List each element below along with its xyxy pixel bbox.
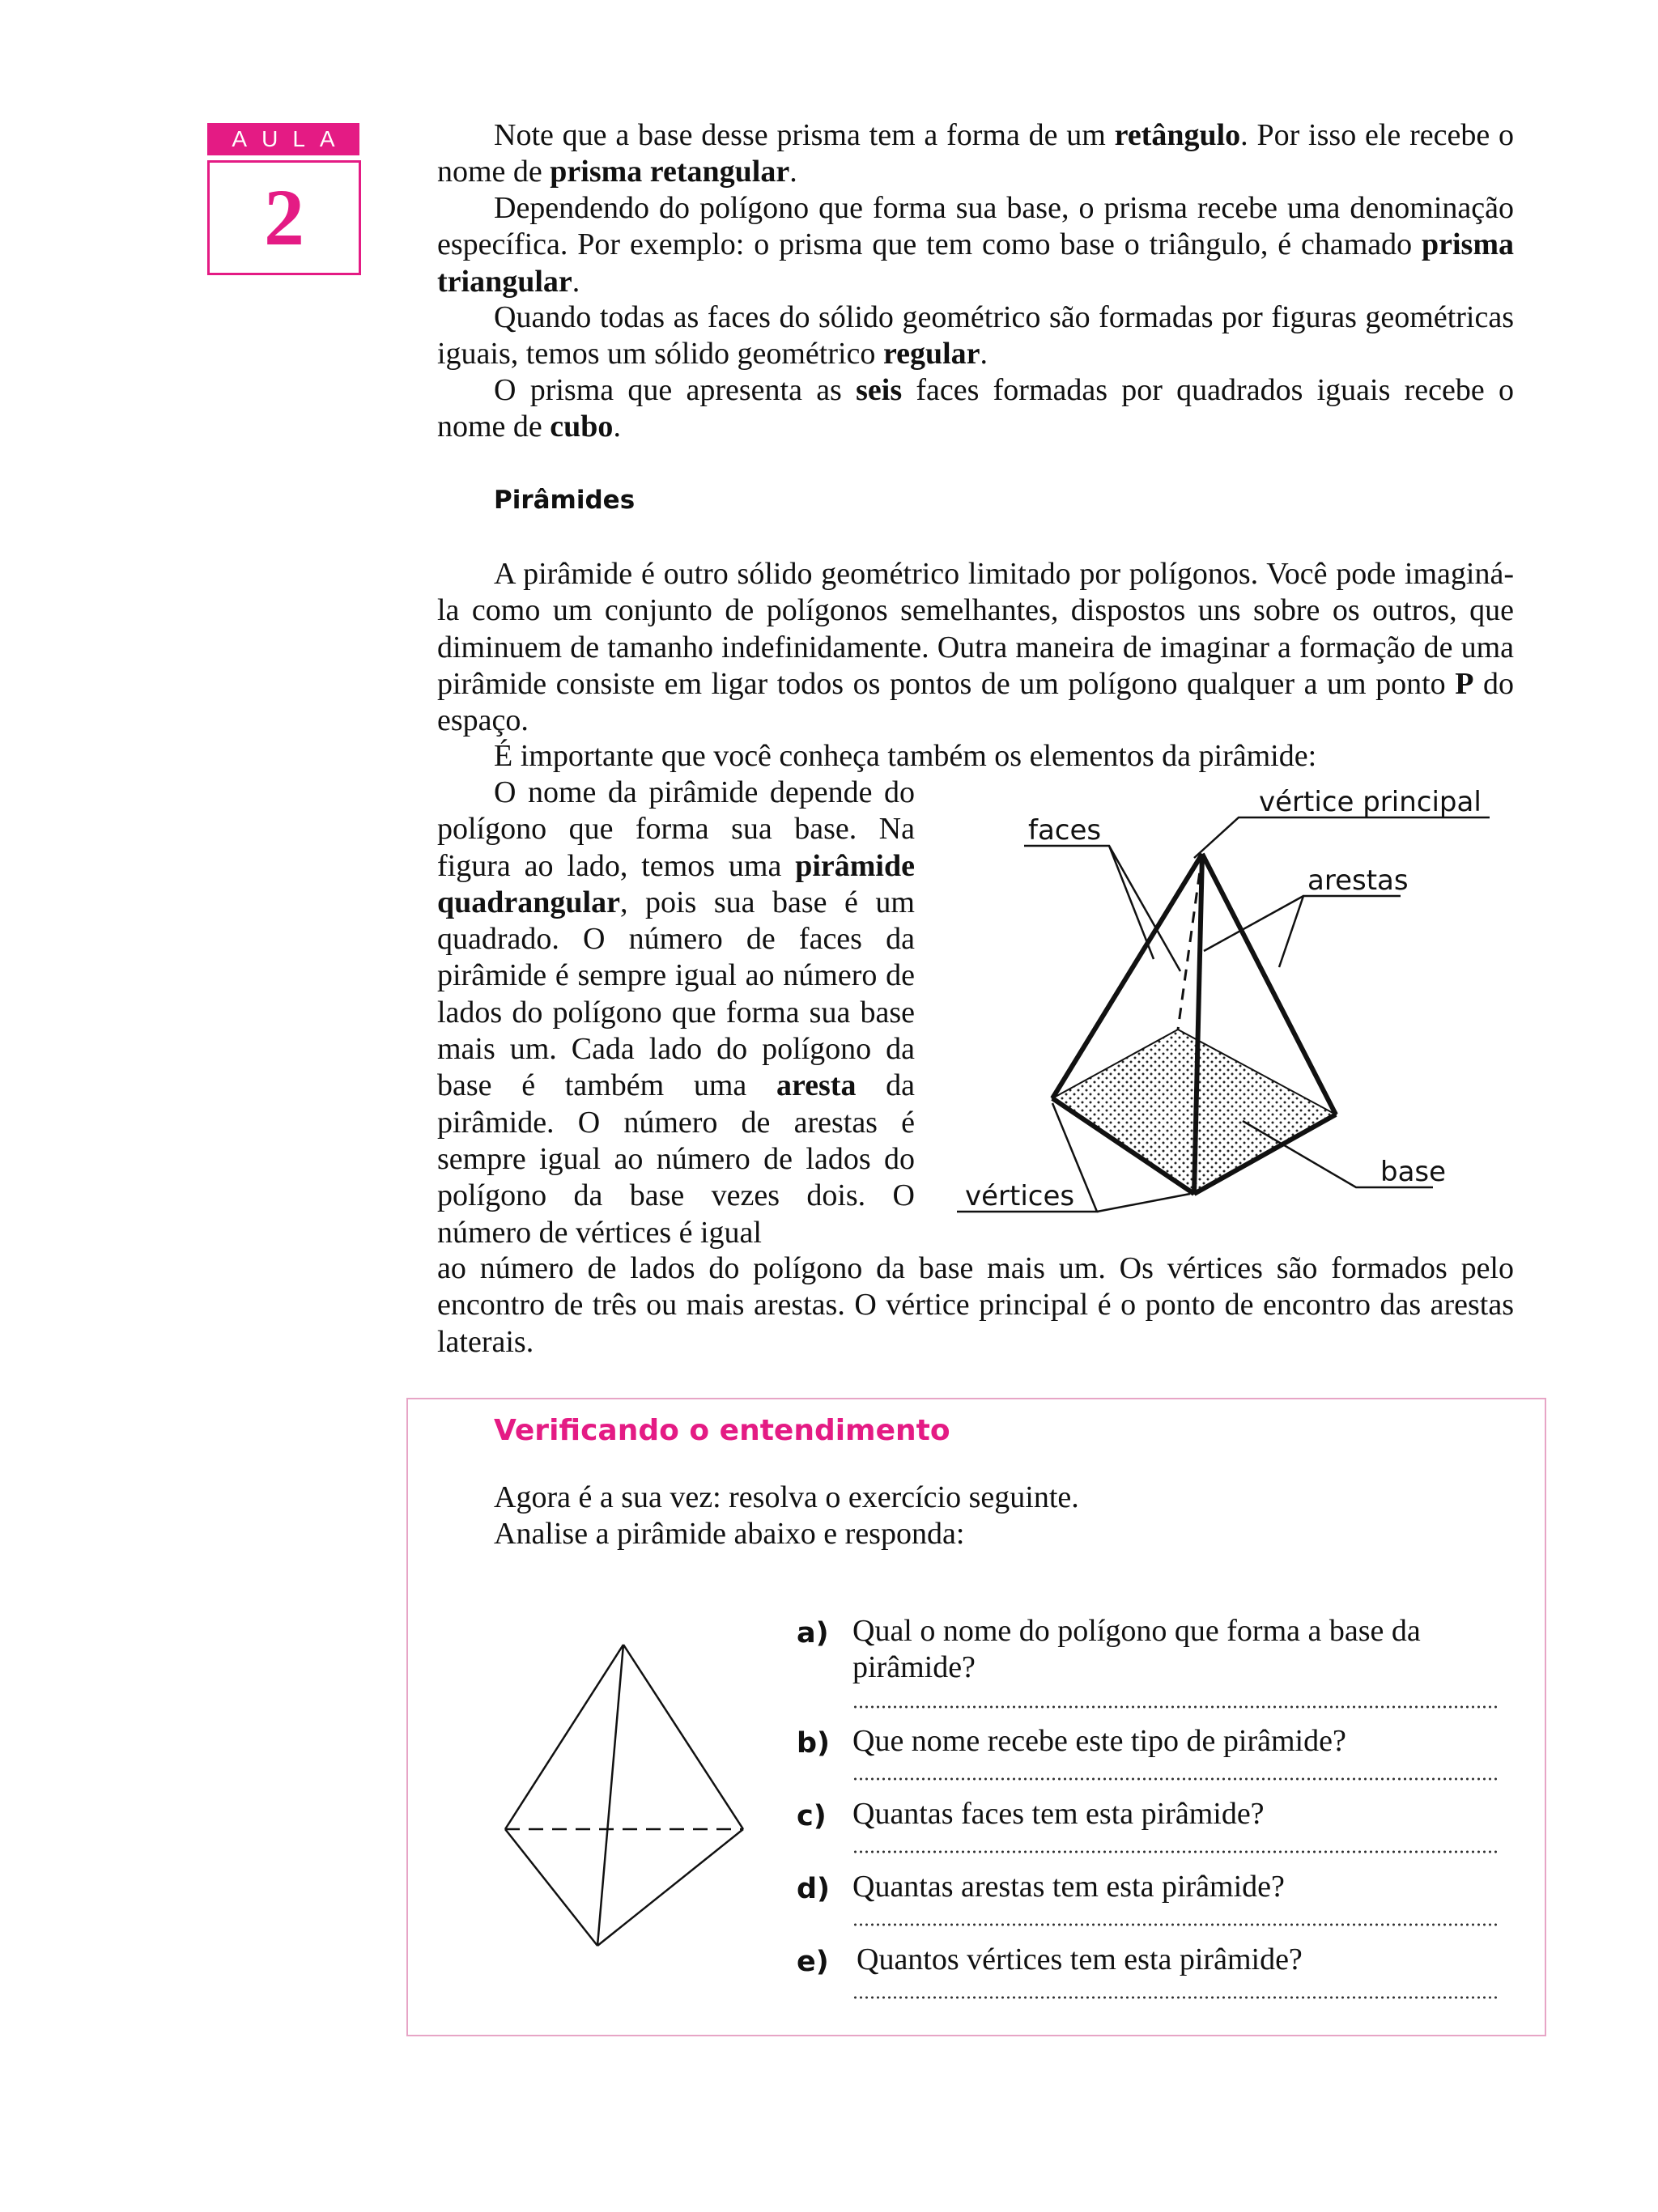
continuation-paragraph: ao número de lados do polígono da base mais um. Os vértices são formados pelo encontro de três ou mais arestas. O vértice principal é o ponto de encontro das arestas laterais.	[437, 1251, 1514, 1359]
exercise-edge-left-front	[505, 1829, 597, 1946]
question-e-text: Quantos vértices tem esta pirâmide?	[857, 1942, 1303, 1976]
question-b-label: b)	[797, 1727, 831, 1760]
faces-leader	[1024, 846, 1180, 971]
lesson-label: AULA	[207, 123, 359, 155]
side-paragraph: O nome da pirâmide depende do polígono que forma sua base. Na figura ao lado, temos uma pirâmide quadrangular, pois sua base é um quadrado. O número de faces da pirâmide é sempre igual ao número de lados do polígono que forma sua base mais um. Cada lado do polígono da base é também uma aresta da pirâmide. O número de arestas é sempre igual ao número de lados do polígono da base vezes dois. O número de vértices é igual	[437, 775, 916, 1250]
bold-term: prisma triangular	[437, 227, 1514, 299]
edges-leader	[1279, 896, 1401, 967]
principal-vertex-leader	[1194, 817, 1490, 858]
bold-term: retângulo	[1114, 118, 1241, 152]
question-a-label: a)	[797, 1617, 829, 1649]
intro-paragraph-3: Quando todas as faces do sólido geométrico são formadas por figuras geométricas iguais, temos um sólido geométrico regular.	[437, 300, 1514, 371]
pyramid-paragraph-2: É importante que você conheça também os elementos da pirâmide:	[494, 739, 1317, 773]
bold-term: seis	[856, 373, 903, 407]
exercise-instruction-1: Agora é a sua vez: resolva o exercício seguinte.	[494, 1480, 1079, 1514]
exercise-edge-apex-front	[597, 1645, 623, 1946]
intro-paragraph-2: Dependendo do polígono que forma sua base, o prisma recebe uma denominação específica. Por exemplo: o prisma que tem como base o triângulo, é chamado prisma triangular.	[437, 191, 1514, 299]
lesson-number: 2	[207, 160, 361, 275]
pyramid-paragraph-1: A pirâmide é outro sólido geométrico limitado por polígonos. Você pode imaginá-la como um conjunto de polígonos semelhantes, dispostos uns sobre os outros, que diminuem de tamanho indefinidamente. Outra maneira de imaginar a formação de uma pirâmide consiste em ligar todos os pontos de um polígono qualquer a um ponto P do espaço.	[437, 557, 1514, 738]
bold-term: prisma retangular	[550, 155, 790, 189]
exercise-edge-apex-left	[505, 1645, 623, 1829]
exercise-edge-apex-right	[623, 1645, 743, 1829]
bold-term: cubo	[550, 410, 614, 444]
answer-line-a[interactable]	[852, 1705, 1500, 1709]
question-d-label: d)	[797, 1873, 831, 1905]
bold-term: aresta	[776, 1068, 857, 1103]
question-d-text: Quantas arestas tem esta pirâmide?	[852, 1870, 1285, 1904]
label-edges: arestas	[1307, 864, 1409, 897]
question-a-text: Qual o nome do polígono que forma a base da pirâmide?	[852, 1614, 1421, 1684]
intro-paragraph-1: Note que a base desse prisma tem a forma de um retângulo. Por isso ele recebe o nome de prisma retangular.	[437, 118, 1514, 189]
bold-term: P	[1455, 666, 1474, 701]
vertices-leader-2	[1097, 1194, 1190, 1212]
question-c-label: c)	[797, 1800, 827, 1832]
label-principal-vertex: vértice principal	[1259, 789, 1482, 818]
answer-line-b[interactable]	[852, 1777, 1500, 1781]
label-vertices: vértices	[965, 1180, 1075, 1212]
exercise-instruction-2: Analise a pirâmide abaixo e responda:	[494, 1517, 965, 1551]
exercise-edge-right-front	[597, 1829, 743, 1946]
question-c-text: Quantas faces tem esta pirâmide?	[852, 1797, 1265, 1831]
section-title: Pirâmides	[494, 486, 636, 515]
label-faces: faces	[1028, 814, 1102, 847]
answer-line-e[interactable]	[852, 1996, 1500, 1999]
question-b-text: Que nome recebe este tipo de pirâmide?	[852, 1724, 1346, 1758]
intro-paragraph-4: O prisma que apresenta as seis faces formadas por quadrados iguais recebe o nome de cubo.	[437, 373, 1514, 444]
faces-leader-2	[1109, 846, 1154, 959]
exercise-pyramid-figure	[494, 1627, 761, 1951]
bold-term: regular	[882, 337, 980, 371]
question-e-label: e)	[797, 1946, 829, 1978]
pyramid-elements-figure	[947, 789, 1514, 1234]
answer-line-d[interactable]	[852, 1923, 1500, 1926]
label-base: base	[1380, 1156, 1447, 1188]
bold-term: pirâmide quadrangular	[437, 848, 915, 919]
answer-line-c[interactable]	[852, 1850, 1500, 1853]
exercise-title: Verificando o entendimento	[494, 1414, 950, 1447]
